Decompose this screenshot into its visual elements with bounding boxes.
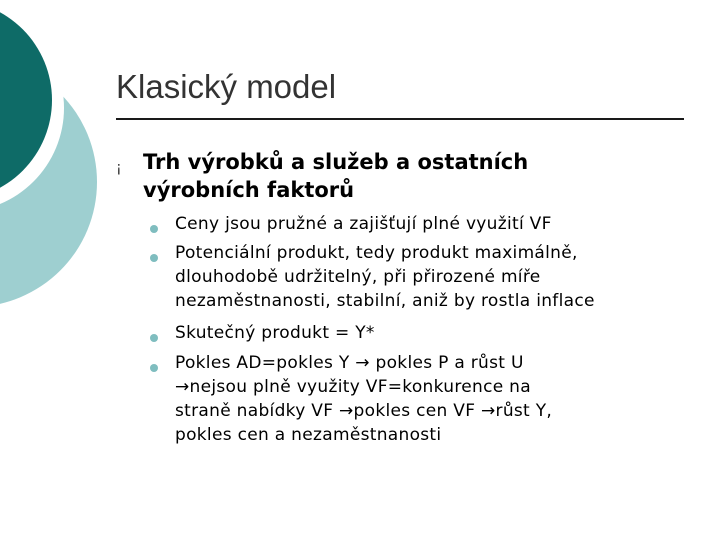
main-bullet-text [143,148,703,204]
sub-bullet-item [175,212,705,236]
main-bullet-line: výrobních faktorů [143,178,355,202]
sub-bullet-line: dlouhodobě udržitelný, při přirozené míře [175,267,541,287]
main-bullet-marker: ¡ [116,160,122,176]
sub-bullet-line: straně nabídky VF →pokles cen VF →růst Y, [175,401,553,421]
slide-title: Klasický model [116,68,337,105]
main-bullet-line: Trh výrobků a služeb a ostatních [143,150,529,174]
sub-bullet-line: pokles cen a nezaměstnanosti [175,425,442,445]
sub-bullet-dot [150,334,158,342]
sub-bullet-dot [150,225,158,233]
sub-bullet-line: →nejsou plně využity VF=konkurence na [175,377,531,397]
sub-bullet-line: Skutečný produkt = Y* [175,323,375,343]
sub-bullet-line: Ceny jsou pružné a zajišťují plné využití VF [175,214,552,234]
sub-bullet-item [175,241,705,313]
sub-bullet-line: nezaměstnanosti, stabilní, aniž by rostla inflace [175,291,595,311]
sub-bullet-item [175,351,705,447]
sub-bullet-line: Pokles AD=pokles Y → pokles P a růst U [175,353,524,373]
sub-bullet-dot [150,254,158,262]
title-divider [116,118,684,120]
sub-bullet-line: Potenciální produkt, tedy produkt maximálně, [175,243,578,263]
sub-bullet-dot [150,364,158,372]
sub-bullet-item [175,321,705,345]
